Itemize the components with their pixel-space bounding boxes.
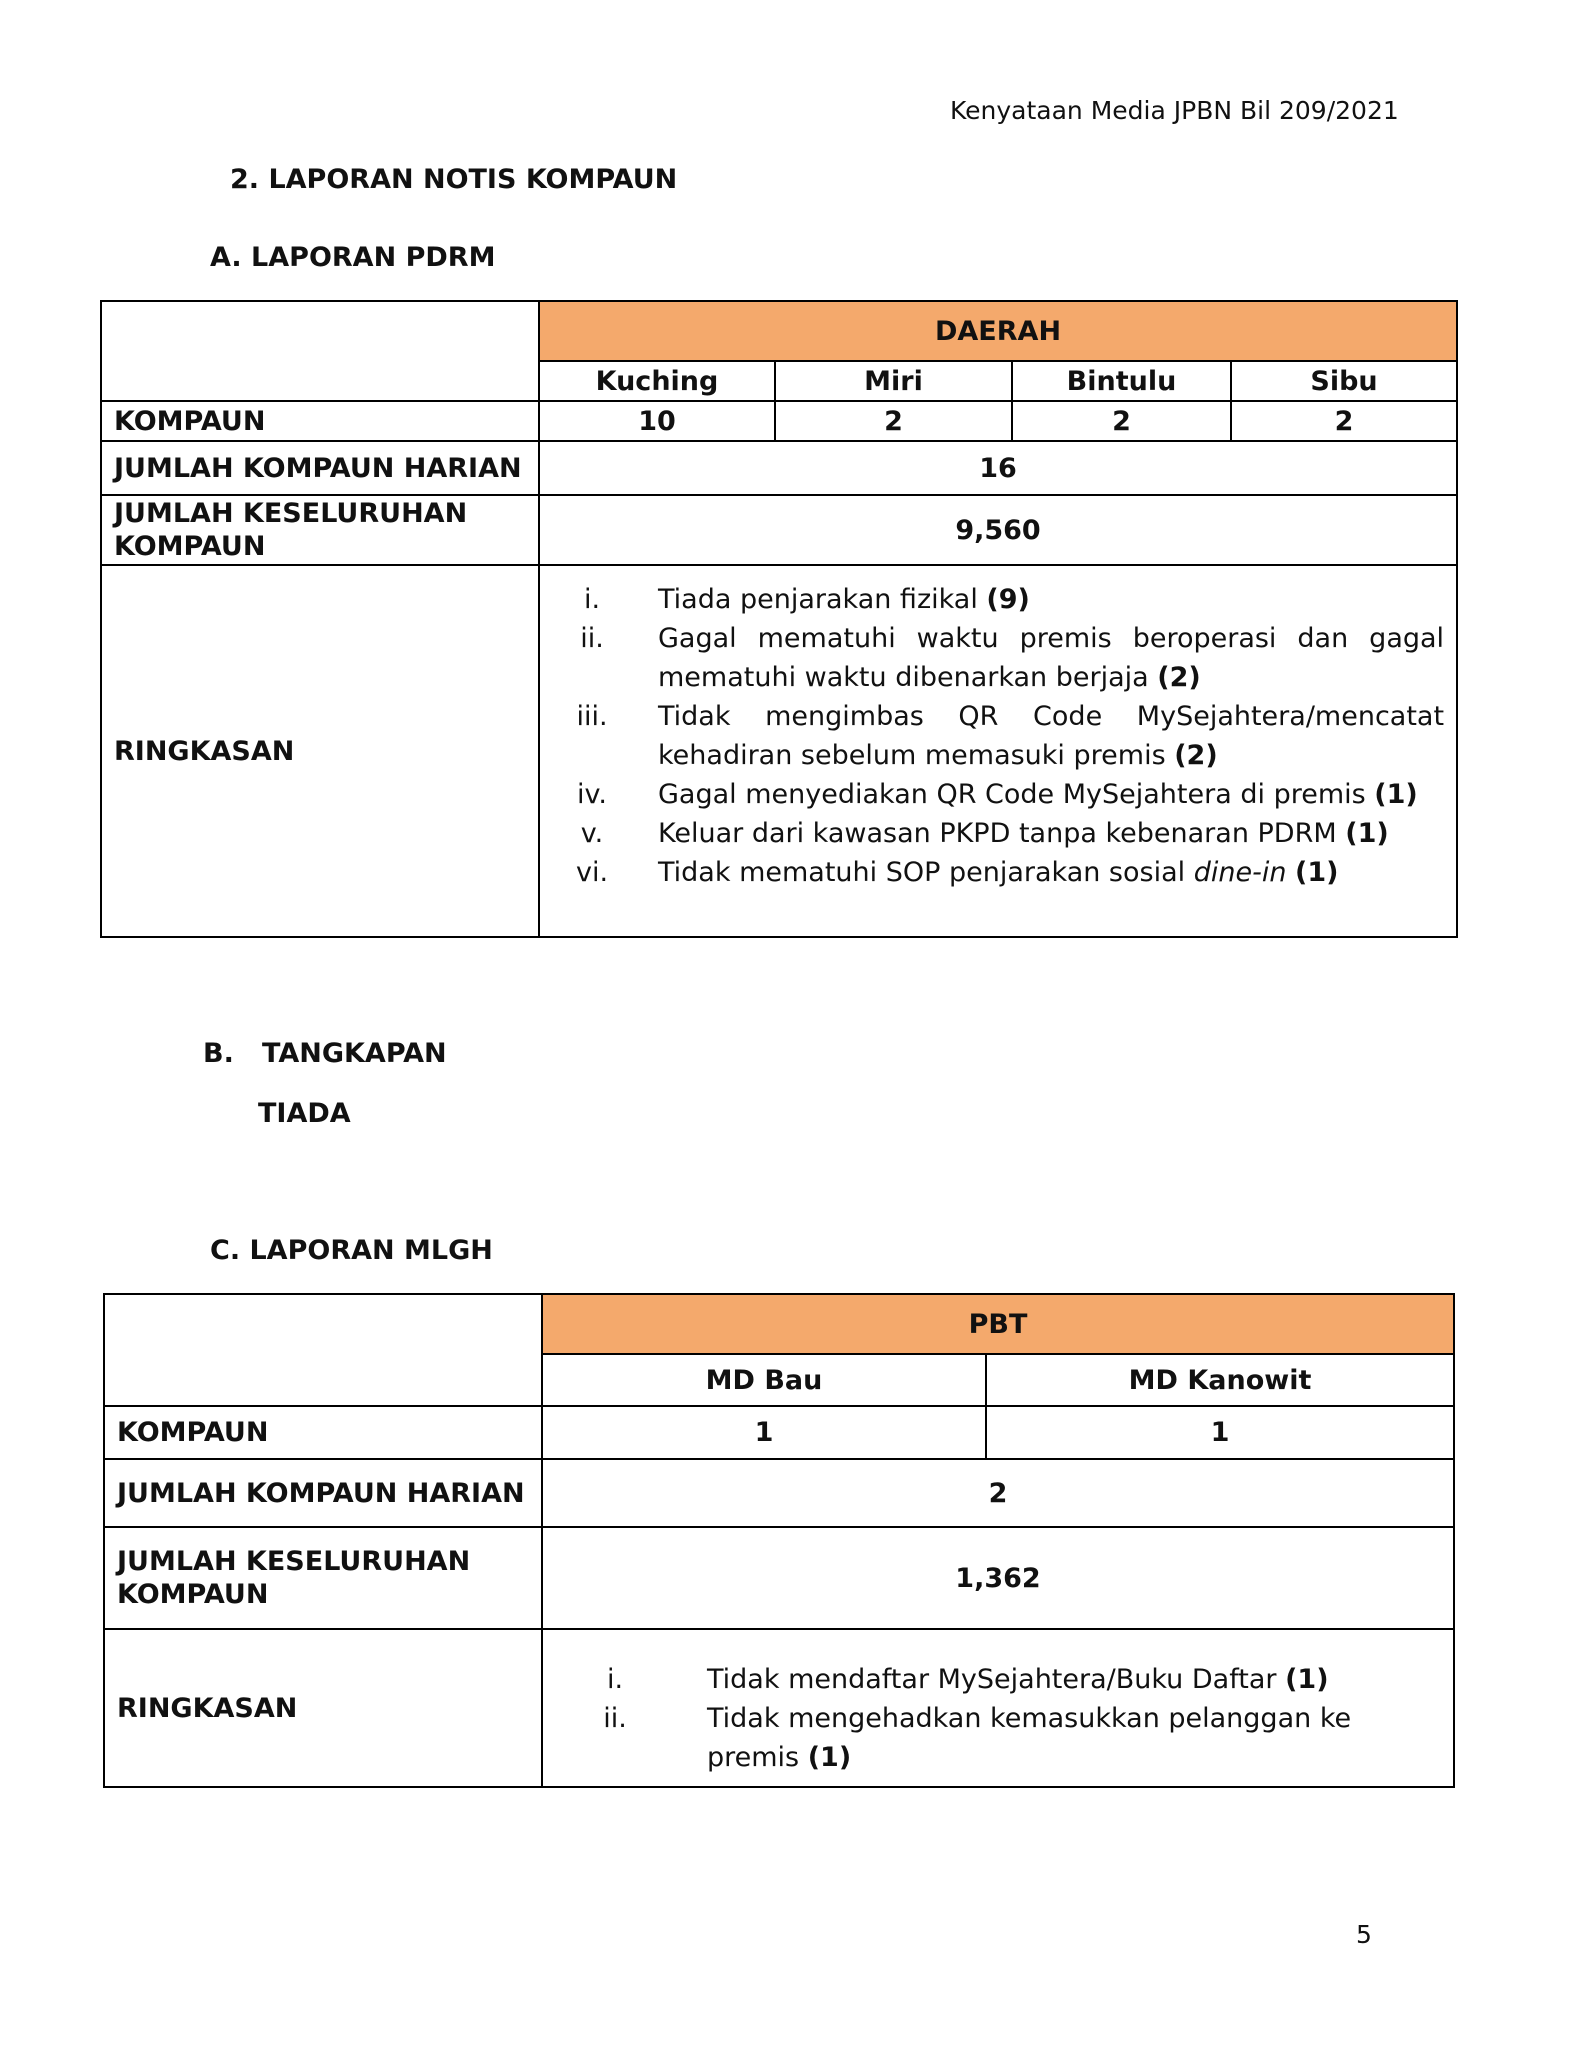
summary-item	[552, 775, 1444, 814]
pdrm-group-header: DAERAH	[539, 301, 1457, 361]
pdrm-col-header: Sibu	[1231, 361, 1457, 401]
summary-item	[552, 814, 1444, 853]
pdrm-kompaun-value: 10	[539, 401, 775, 441]
mlgh-harian-value: 2	[542, 1459, 1454, 1527]
mlgh-ringkasan-label: RINGKASAN	[104, 1629, 542, 1787]
mlgh-keseluruhan-label-line: KOMPAUN	[117, 1579, 269, 1610]
mlgh-harian-label: JUMLAH KOMPAUN HARIAN	[104, 1459, 542, 1527]
pdrm-col-header: Miri	[775, 361, 1012, 401]
pdrm-corner-cell	[101, 301, 539, 401]
summary-item-count: (1)	[1295, 857, 1339, 888]
summary-item-count: (1)	[1374, 779, 1418, 810]
pdrm-kompaun-label: KOMPAUN	[101, 401, 539, 441]
pdrm-col-header: Bintulu	[1012, 361, 1231, 401]
pdrm-summary-cell	[539, 565, 1457, 937]
mlgh-kompaun-value: 1	[542, 1406, 986, 1459]
pdrm-harian-value: 16	[539, 441, 1457, 495]
summary-item-text: Keluar dari kawasan PKPD tanpa kebenaran PDRM	[658, 818, 1346, 849]
pdrm-keseluruhan-label-line: JUMLAH KESELURUHAN	[114, 498, 468, 529]
page-number: 5	[1356, 1920, 1372, 1949]
summary-item-number: ii.	[603, 1703, 627, 1734]
summary-item-count: (1)	[1345, 818, 1389, 849]
summary-item-count: (2)	[1174, 740, 1218, 771]
summary-item-count: (1)	[807, 1742, 852, 1773]
pdrm-keseluruhan-value: 9,560	[539, 495, 1457, 565]
pdrm-col-header: Kuching	[539, 361, 775, 401]
section-heading: 2. LAPORAN NOTIS KOMPAUN	[230, 164, 678, 195]
summary-item	[552, 580, 1444, 619]
summary-item-number: iii.	[576, 701, 608, 732]
pdrm-heading: A. LAPORAN PDRM	[210, 242, 496, 273]
pdrm-table	[100, 300, 1458, 938]
summary-item-number: i.	[606, 1664, 624, 1695]
mlgh-summary-cell	[542, 1629, 1454, 1787]
pdrm-keseluruhan-label-line: KOMPAUN	[114, 531, 266, 562]
pdrm-kompaun-value: 2	[775, 401, 1012, 441]
pdrm-summary-list	[552, 580, 1444, 892]
pdrm-kompaun-value: 2	[1012, 401, 1231, 441]
mlgh-kompaun-label: KOMPAUN	[104, 1406, 542, 1459]
mlgh-col-header: MD Kanowit	[986, 1354, 1454, 1406]
summary-item-count: (1)	[1285, 1664, 1329, 1695]
summary-item-text: Gagal mematuhi waktu premis beroperasi dan gagal mematuhi waktu dibenarkan berjaja	[658, 623, 1445, 693]
summary-item-number: v.	[580, 818, 604, 849]
pdrm-kompaun-value: 2	[1231, 401, 1457, 441]
mlgh-corner-cell	[104, 1294, 542, 1406]
summary-item-number: vi.	[575, 857, 609, 888]
summary-item-italic: dine-in	[1193, 857, 1287, 888]
mlgh-heading: C. LAPORAN MLGH	[210, 1235, 493, 1266]
mlgh-keseluruhan-label-line: JUMLAH KESELURUHAN	[117, 1546, 471, 1577]
mlgh-keseluruhan-label	[104, 1527, 542, 1629]
tangkapan-value: TIADA	[258, 1098, 351, 1129]
pdrm-ringkasan-label: RINGKASAN	[101, 565, 539, 937]
summary-item-number: iv.	[577, 779, 607, 810]
pdrm-keseluruhan-label	[101, 495, 539, 565]
summary-item-count: (9)	[986, 584, 1030, 615]
mlgh-table	[103, 1293, 1455, 1788]
summary-item	[555, 1699, 1441, 1777]
summary-item	[552, 697, 1444, 775]
summary-item-text: Tidak mendaftar MySejahtera/Buku Daftar	[707, 1664, 1286, 1695]
summary-item-text: Tidak mengehadkan kemasukkan pelanggan ke premis	[707, 1703, 1352, 1773]
mlgh-keseluruhan-value: 1,362	[542, 1527, 1454, 1629]
summary-item-text: Gagal menyediakan QR Code MySejahtera di premis	[658, 779, 1375, 810]
summary-item	[555, 1660, 1441, 1699]
mlgh-col-header: MD Bau	[542, 1354, 986, 1406]
document-reference: Kenyataan Media JPBN Bil 209/2021	[950, 96, 1399, 125]
mlgh-kompaun-value: 1	[986, 1406, 1454, 1459]
mlgh-group-header: PBT	[542, 1294, 1454, 1354]
mlgh-summary-list	[555, 1660, 1441, 1777]
summary-item-number: ii.	[580, 623, 604, 654]
summary-item-text: Tidak mengimbas QR Code MySejahtera/mencatat kehadiran sebelum memasuki premis	[658, 701, 1445, 771]
tangkapan-heading: B. TANGKAPAN	[203, 1038, 447, 1069]
summary-item-text: Tidak mematuhi SOP penjarakan sosial	[658, 857, 1194, 888]
summary-item-number: i.	[583, 584, 601, 615]
summary-item	[552, 619, 1444, 697]
summary-item	[552, 853, 1444, 892]
summary-item-count: (2)	[1157, 662, 1201, 693]
pdrm-harian-label: JUMLAH KOMPAUN HARIAN	[101, 441, 539, 495]
summary-item-text: Tiada penjarakan fizikal	[658, 584, 987, 615]
